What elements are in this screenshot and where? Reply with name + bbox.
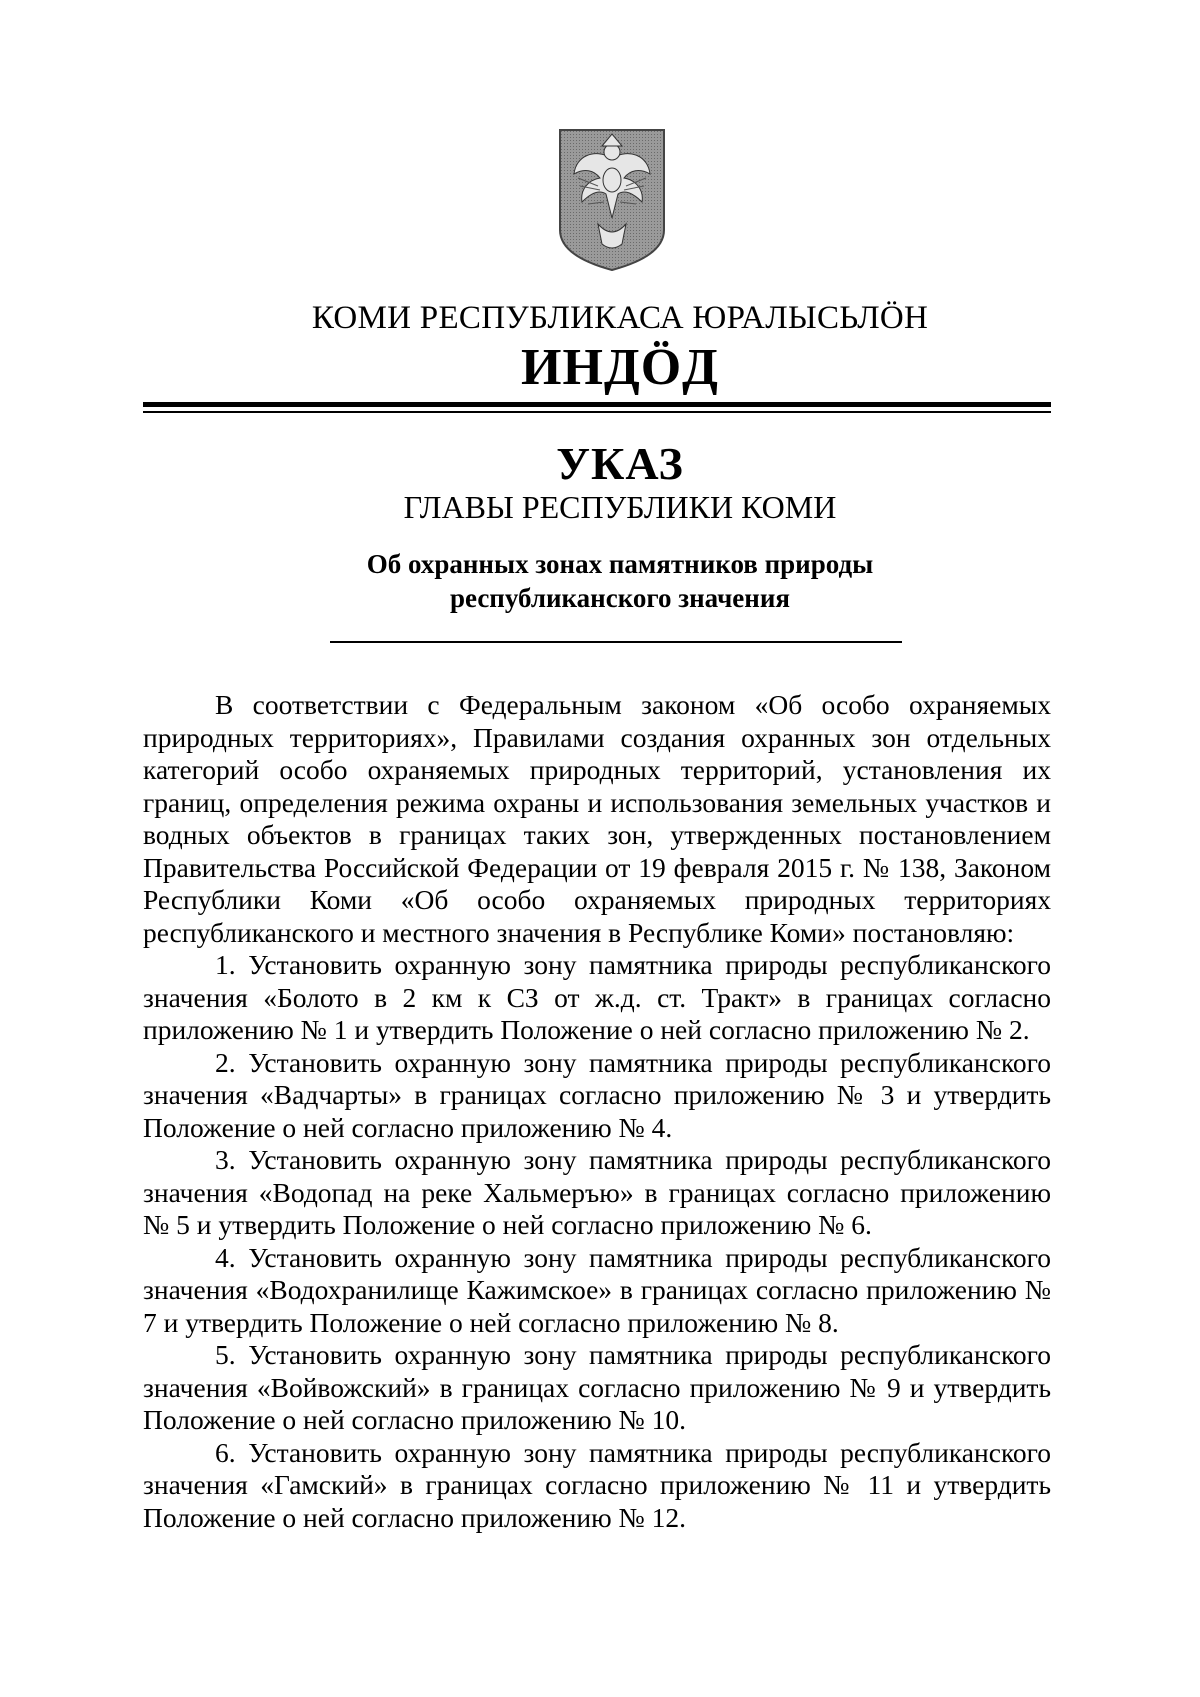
header-divider-thin — [143, 411, 1051, 413]
decree-title-line-1: Об охранных зонах памятников природы — [366, 549, 874, 579]
clause-paragraph: 5. Установить охранную зону памятника природы республиканского значения «Войвожский» в границах согласно приложению № 9 и утвердить Положение о ней согласно приложению № 10. — [143, 1339, 1051, 1435]
organization-name: КОМИ РЕСПУБЛИКАСА ЮРАЛЫСЬЛÖН — [311, 300, 929, 336]
decree-title — [0, 547, 1200, 615]
preamble-paragraph: В соответствии с Федеральным законом «Об особо охраняемых природных территориях», Правилами создания охранных зон отдельных категорий особо охраняемых природных территорий, установления их границ, определения режима охраны и использования земельных участков и водных объектов в границах таких зон, утвержденных постановлением Правительства Российской Федерации от 19 февраля 2015 г. № 138, Законом Республики Коми «Об особо охраняемых природных территориях республиканского и местного значения в Республике Коми» постановляю: — [143, 689, 1051, 948]
clause-paragraph: 6. Установить охранную зону памятника природы республиканского значения «Гамский» в границах согласно приложению № 11 и утвердить Положение о ней согласно приложению № 12. — [143, 1436, 1051, 1533]
clause-paragraph: 4. Установить охранную зону памятника природы республиканского значения «Водохранилище Кажимское» в границах согласно приложению № 7 и утвердить Положение о ней согласно приложению № 8. — [143, 1241, 1051, 1338]
decree-title-line-2: республиканского значения — [449, 583, 791, 613]
title-underline — [330, 641, 902, 643]
clause-paragraph: 1. Установить охранную зону памятника природы республиканского значения «Болото в 2 км к СЗ от ж.д. ст. Тракт» в границах согласно приложению № 1 и утвердить Положение о ней согласно приложению № 2. — [143, 949, 1051, 1045]
decree-type: УКАЗ — [556, 438, 684, 489]
decree-issuer: ГЛАВЫ РЕСПУБЛИКИ КОМИ — [403, 489, 837, 525]
coat-of-arms-emblem — [558, 128, 666, 272]
decree-body — [143, 689, 1051, 1534]
clause-paragraph: 2. Установить охранную зону памятника природы республиканского значения «Вадчарты» в границах согласно приложению № 3 и утвердить Положение о ней согласно приложению № 4. — [143, 1046, 1051, 1143]
header-divider-thick — [143, 402, 1051, 407]
indod-heading: ИНДÖД — [521, 339, 719, 396]
clause-paragraph: 3. Установить охранную зону памятника природы республиканского значения «Водопад на реке Хальмеръю» в границах согласно приложению № 5 и утвердить Положение о ней согласно приложению № 6. — [143, 1144, 1051, 1240]
